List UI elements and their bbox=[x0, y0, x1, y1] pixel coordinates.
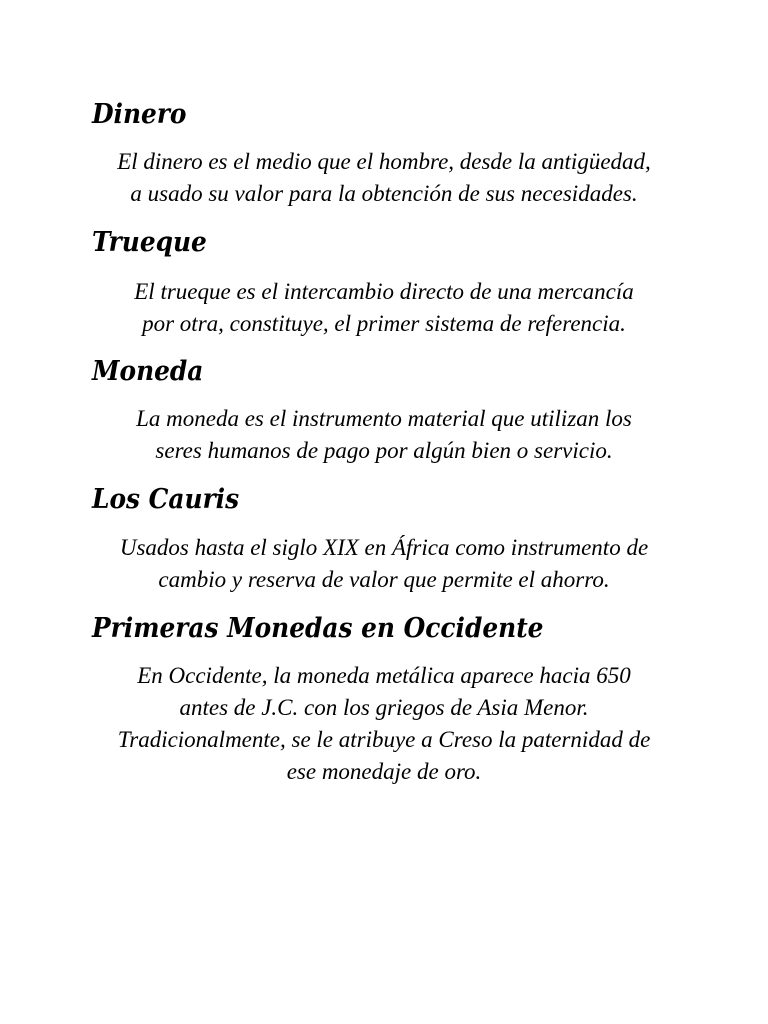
heading-trueque: Trueque bbox=[92, 227, 207, 258]
paragraph-los-cauris bbox=[84, 532, 684, 596]
paragraph-line: En Occidente, la moneda metálica aparece hacia 650 bbox=[137, 663, 631, 688]
paragraph-dinero bbox=[84, 146, 684, 210]
paragraph-line: El trueque es el intercambio directo de una mercancía bbox=[134, 279, 634, 304]
heading-dinero: Dinero bbox=[92, 99, 187, 130]
heading-los-cauris: Los Cauris bbox=[92, 484, 240, 515]
paragraph-line: antes de J.C. con los griegos de Asia Menor. bbox=[179, 695, 589, 720]
paragraph-line: El dinero es el medio que el hombre, desde la antigüedad, bbox=[117, 149, 651, 174]
paragraph-line: seres humanos de pago por algún bien o servicio. bbox=[155, 438, 613, 463]
paragraph-line: por otra, constituye, el primer sistema de referencia. bbox=[142, 311, 626, 336]
heading-primeras-monedas: Primeras Monedas en Occidente bbox=[92, 613, 544, 644]
paragraph-moneda bbox=[84, 403, 684, 467]
paragraph-line: ese monedaje de oro. bbox=[286, 759, 482, 784]
paragraph-line: a usado su valor para la obtención de sus necesidades. bbox=[130, 181, 638, 206]
paragraph-line: Usados hasta el siglo XIX en África como instrumento de bbox=[119, 535, 649, 560]
paragraph-line: cambio y reserva de valor que permite el ahorro. bbox=[158, 567, 610, 592]
paragraph-line: Tradicionalmente, se le atribuye a Creso la paternidad de bbox=[117, 727, 651, 752]
paragraph-trueque bbox=[84, 276, 684, 340]
heading-moneda: Moneda bbox=[92, 356, 204, 387]
paragraph-line: La moneda es el instrumento material que utilizan los bbox=[136, 406, 632, 431]
paragraph-primeras-monedas bbox=[84, 660, 684, 788]
